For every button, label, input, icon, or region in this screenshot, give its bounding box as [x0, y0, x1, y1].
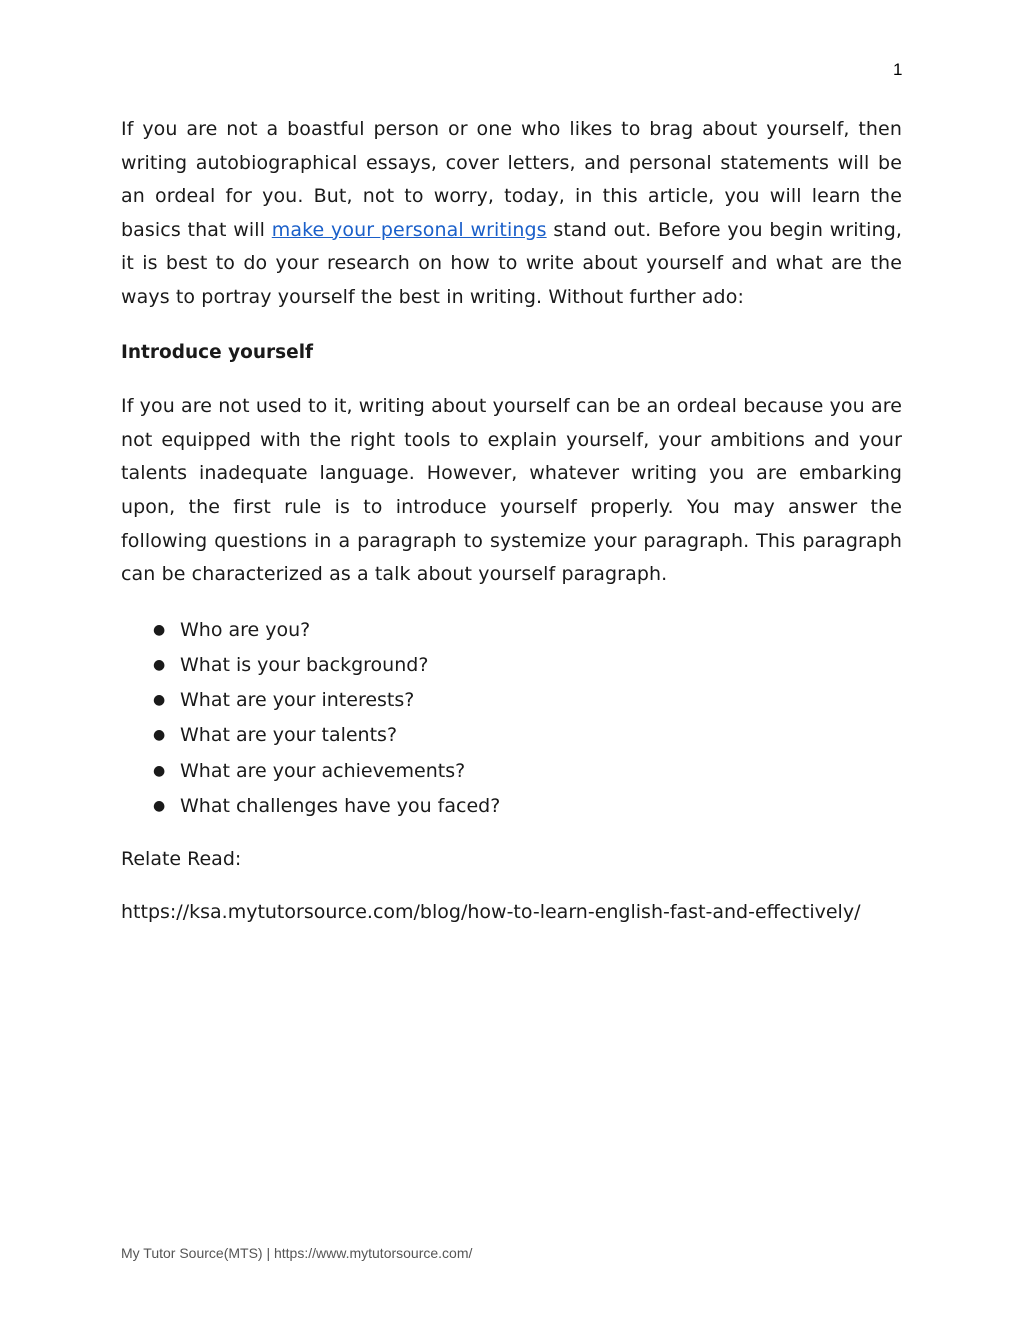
question-list: [121, 613, 902, 824]
bullet-icon: ●: [153, 727, 166, 744]
question-item: [121, 789, 902, 824]
question-item: [121, 754, 902, 789]
document-body: [121, 113, 902, 929]
bullet-icon: ●: [153, 656, 166, 673]
question-text: Who are you?: [180, 618, 311, 641]
personal-writings-link[interactable]: make your personal writings: [271, 218, 547, 241]
intro-paragraph: [121, 113, 902, 315]
page-footer: My Tutor Source(MTS) | https://www.mytutorsource.com/: [121, 1245, 473, 1261]
question-item: [121, 683, 902, 718]
bullet-icon: ●: [153, 762, 166, 779]
bullet-icon: ●: [153, 692, 166, 709]
related-read-url: https://ksa.mytutorsource.com/blog/how-to-learn-english-fast-and-effectively/: [121, 900, 861, 923]
section-heading: Introduce yourself: [121, 341, 314, 363]
question-text: What are your talents?: [180, 724, 398, 747]
related-read-label: Relate Read:: [121, 847, 242, 870]
section-paragraph: If you are not used to it, writing about yourself can be an ordeal because you are not equipped with the right tools to explain yourself, your ambitions and your talents inadequate language. However, whatever writing you are embarking upon, the first rule is to introduce yourself properly. You may answer the following questions in a paragraph to systemize your paragraph. This paragraph can be characterized as a talk about yourself paragraph.: [121, 395, 902, 586]
question-item: [121, 648, 902, 683]
question-item: [121, 718, 902, 753]
page-number: 1: [893, 60, 903, 79]
intro-text-after-link: stand out. Before you begin writing, it is best to do your research on how to write about yourself and what are the ways to portray yourself the best in writing. Without further ado:: [121, 218, 902, 308]
question-text: What is your background?: [180, 653, 429, 676]
question-text: What challenges have you faced?: [180, 794, 501, 817]
intro-text-before-link: If you are not a boastful person or one who likes to brag about yourself, then writing autobiographical essays, cover letters, and personal statements will be an ordeal for you. But, not to worry, today, in this article, you will learn the basics that will: [121, 118, 902, 241]
question-item: [121, 613, 902, 648]
question-text: What are your achievements?: [180, 759, 466, 782]
bullet-icon: ●: [153, 797, 166, 814]
question-text: What are your interests?: [180, 689, 415, 712]
bullet-icon: ●: [153, 621, 166, 638]
